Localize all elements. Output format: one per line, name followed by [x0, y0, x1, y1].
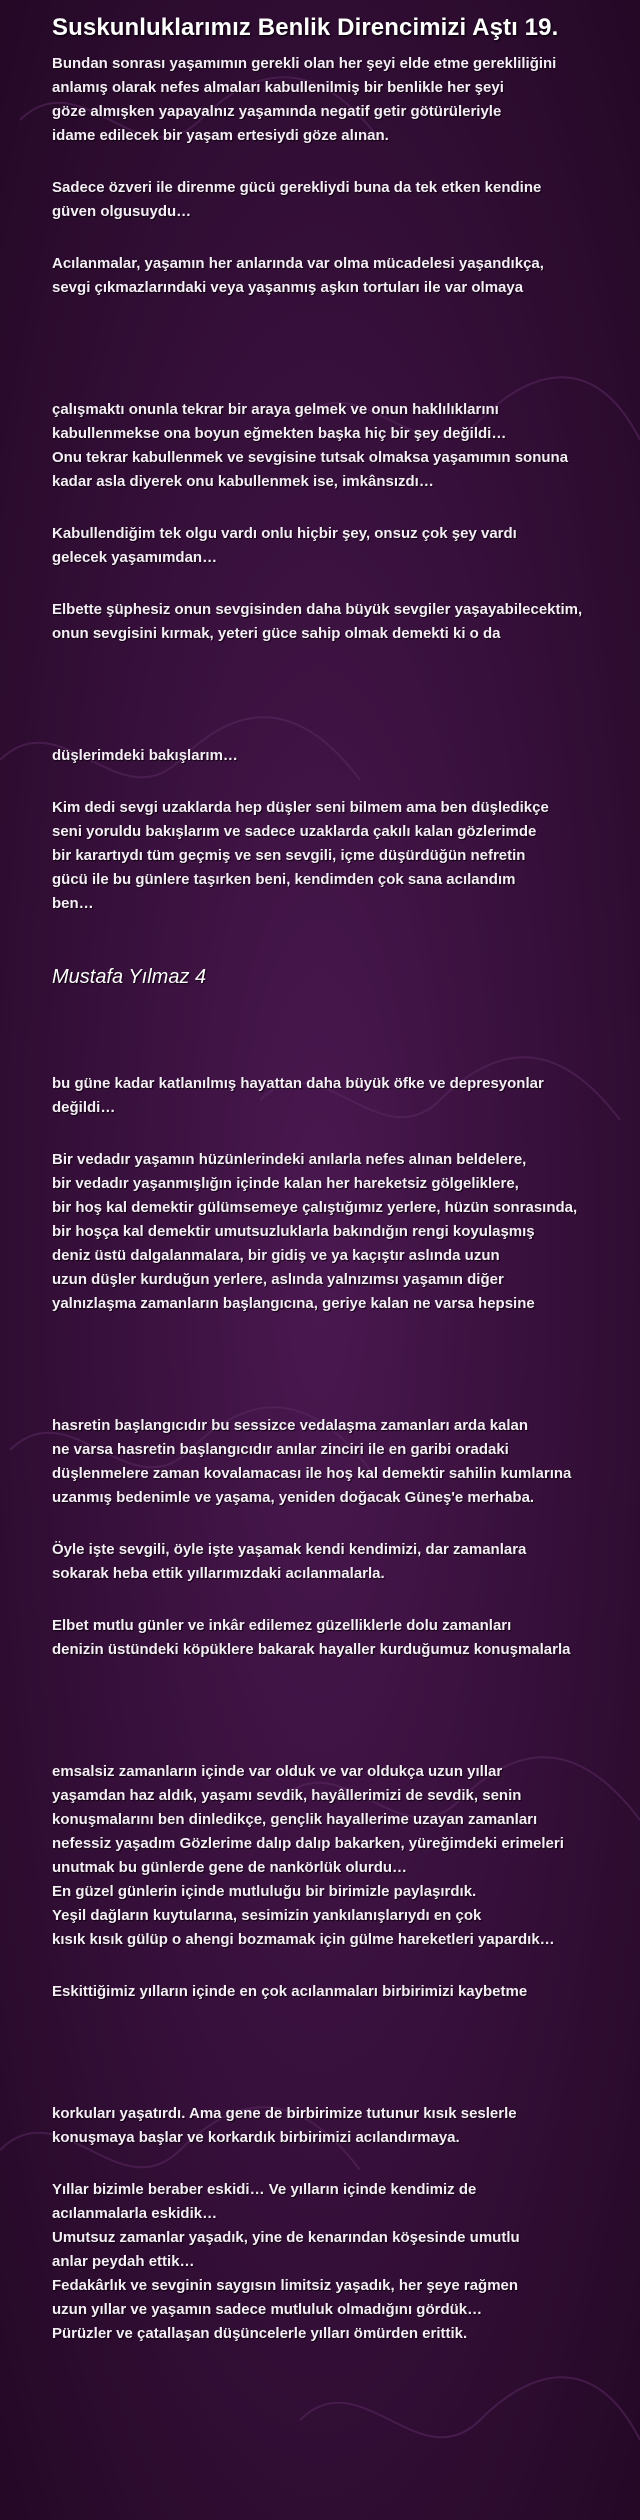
poem-line: Yeşil dağların kuytularına, sesimizin yankılanışlarıydı en çok [52, 1907, 482, 1924]
poem-body [52, 52, 583, 2346]
poem-line: bir hoş kal demektir gülümsemeye çalıştığımız yerlere, hüzün sonrasında, [52, 1199, 578, 1216]
poem-line: ne varsa hasretin başlangıcıdır anılar zinciri ile en garibi oradaki [52, 1441, 509, 1458]
stanza [52, 522, 580, 570]
stanza [52, 744, 580, 768]
poem-line: Kabullendiğim tek olgu vardı onlu hiçbir şey, onsuz çok şey vardı [52, 525, 517, 542]
poem-line: değildi… [52, 1099, 116, 1116]
stanza [52, 1538, 580, 1586]
poem-line: kısık kısık gülüp o ahengi bozmamak için gülme hareketleri yapardık… [52, 1931, 555, 1948]
poem-line: Yıllar bizimle beraber eskidi… Ve yılların içinde kendimiz de [52, 2181, 477, 2198]
poem-line: Elbette şüphesiz onun sevgisinden daha büyük sevgiler yaşayabilecektim, [52, 601, 583, 618]
poem-line: Fedakârlık ve sevginin saygısın limitsiz yaşadık, her şeye rağmen [52, 2277, 519, 2294]
poem-line: anlar peydah ettik… [52, 2253, 195, 2270]
stanza [52, 1760, 580, 1952]
stanza [52, 252, 580, 300]
stanza [52, 2102, 580, 2150]
poem-line: Pürüzler ve çatallaşan düşüncelerle yılları ömürden erittik. [52, 2325, 468, 2342]
stanza [52, 1148, 580, 1316]
poem-line: bir hoşça kal demektir umutsuzluklarla bakındığın rengi koyulaşmış [52, 1223, 535, 1240]
poem-line: yaşamdan haz aldık, yaşamı sevdik, hayâllerimizi de sevdik, senin [52, 1787, 522, 1804]
poem-line: konuşmaya başlar ve korkardık birbirimizi acılandırmaya. [52, 2129, 460, 2146]
poem-line: sokarak heba ettik yıllarımızdaki acılanmalarla. [52, 1565, 385, 1582]
poem-line: gelecek yaşamımdan… [52, 549, 218, 566]
poem-line: kabullenmekse ona boyun eğmekten başka hiç bir şey değildi… [52, 425, 507, 442]
poem-line: uzun yıllar ve yaşamın sadece mutluluk olmadığını gördük… [52, 2301, 483, 2318]
poem-line: kadar asla diyerek onu kabullenmek ise, imkânsızdı… [52, 473, 434, 490]
stanza [52, 1980, 580, 2004]
poem-line: deniz üstü dalgalanmalara, bir gidiş ve ya kaçıştır aslında uzun [52, 1247, 500, 1264]
poem-line: gücü ile bu günlere taşırken beni, kendimden çok sana acılandım [52, 871, 516, 888]
stanza [52, 1414, 580, 1510]
poem-line: Eskittiğimiz yılların içinde en çok acılanmaları birbirimizi kaybetme [52, 1983, 528, 2000]
stanza [52, 796, 580, 916]
poem-line: hasretin başlangıcıdır bu sessizce vedalaşma zamanları arda kalan [52, 1417, 529, 1434]
poem-line: anlamış olarak nefes almaları kabullenilmiş bir benlikle her şeyi [52, 79, 504, 96]
poem-line: bir karartıydı tüm geçmiş ve sen sevgili, içme düşürdüğün nefretin [52, 847, 526, 864]
poem-line: Kim dedi sevgi uzaklarda hep düşler seni bilmem ama ben düşledikçe [52, 799, 549, 816]
poem-line: onun sevgisini kırmak, yeteri güce sahip olmak demekti ki o da [52, 625, 501, 642]
poem-line: Umutsuz zamanlar yaşadık, yine de kenarından köşesinde umutlu [52, 2229, 520, 2246]
poem-line: nefessiz yaşadım Gözlerime dalıp dalıp bakarken, yüreğimdeki erimeleri [52, 1835, 564, 1852]
stanza [52, 2178, 580, 2346]
poem-line: denizin üstündeki köpüklere bakarak hayaller kurduğumuz konuşmalarla [52, 1641, 571, 1658]
poem-line: çalışmaktı onunla tekrar bir araya gelmek ve onun haklılıklarını [52, 401, 499, 418]
poem-line: bu güne kadar katlanılmış hayattan daha büyük öfke ve depresyonlar [52, 1075, 544, 1092]
poem-line: düşlenmelere zaman kovalamacası ile hoş kal demektir sahilin kumlarına [52, 1465, 572, 1482]
poem-line: Sadece özveri ile direnme gücü gerekliydi buna da tek etken kendine [52, 179, 542, 196]
poem-line: güven olgusuydu… [52, 203, 192, 220]
poem-line: sevgi çıkmazlarındaki veya yaşanmış aşkın tortuları ile var olmaya [52, 279, 524, 296]
poem-title: Suskunluklarımız Benlik Direncimizi Aştı 19. [52, 14, 559, 41]
poem-line: yalnızlaşma zamanların başlangıcına, geriye kalan ne varsa hepsine [52, 1295, 535, 1312]
poem-line: Bundan sonrası yaşamımın gerekli olan her şeyi elde etme gerekliliğini [52, 55, 557, 72]
stanza [52, 398, 580, 494]
poem-line: emsalsiz zamanların içinde var olduk ve var oldukça uzun yıllar [52, 1763, 503, 1780]
poem-line: korkuları yaşatırdı. Ama gene de birbirimize tutunur kısık seslerle [52, 2105, 517, 2122]
poem-line: uzanmış bedenimle ve yaşama, yeniden doğacak Güneş'e merhaba. [52, 1489, 535, 1506]
author-signature [52, 964, 580, 990]
author-name: Mustafa Yılmaz 4 [52, 966, 207, 988]
poem-line: idame edilecek bir yaşam ertesiydi göze alınan. [52, 127, 389, 144]
poem-line: Öyle işte sevgili, öyle işte yaşamak kendi kendimizi, dar zamanlara [52, 1541, 527, 1558]
stanza [52, 598, 583, 646]
poem-line: uzun düşler kurduğun yerlere, aslında yalnızımsı yaşamın diğer [52, 1271, 504, 1288]
stanza [52, 176, 580, 224]
poem-line: düşlerimdeki bakışlarım… [52, 747, 238, 764]
poem-line: Onu tekrar kabullenmek ve sevgisine tutsak olmaksa yaşamımın sonuna [52, 449, 569, 466]
poem-line: Bir vedadır yaşamın hüzünlerindeki anılarla nefes alınan beldelere, [52, 1151, 527, 1168]
stanza [52, 1072, 580, 1120]
poem-line: En güzel günlerin içinde mutluluğu bir birimizle paylaşırdık. [52, 1883, 477, 1900]
poem-line: Elbet mutlu günler ve inkâr edilemez güzelliklerle dolu zamanları [52, 1617, 512, 1634]
stanza [52, 1614, 580, 1662]
poem-line: konuşmalarını ben dinledikçe, gençlik hayallerime uzayan zamanları [52, 1811, 538, 1828]
stanza [52, 52, 580, 148]
poem-line: göze almışken yapayalnız yaşamında negatif getir götürüleriyle [52, 103, 502, 120]
poem-line: ben… [52, 895, 94, 912]
poem-line: seni yoruldu bakışlarım ve sadece uzaklarda çakılı kalan gözlerimde [52, 823, 537, 840]
poem-line: unutmak bu günlerde gene de nankörlük olurdu… [52, 1859, 408, 1876]
poem-line: bir vedadır yaşanmışlığın içinde kalan her hareketsiz gölgeliklere, [52, 1175, 519, 1192]
poem-line: acılanmalarla eskidik… [52, 2205, 218, 2222]
poem-line: Acılanmalar, yaşamın her anlarında var olma mücadelesi yaşandıkça, [52, 255, 544, 272]
